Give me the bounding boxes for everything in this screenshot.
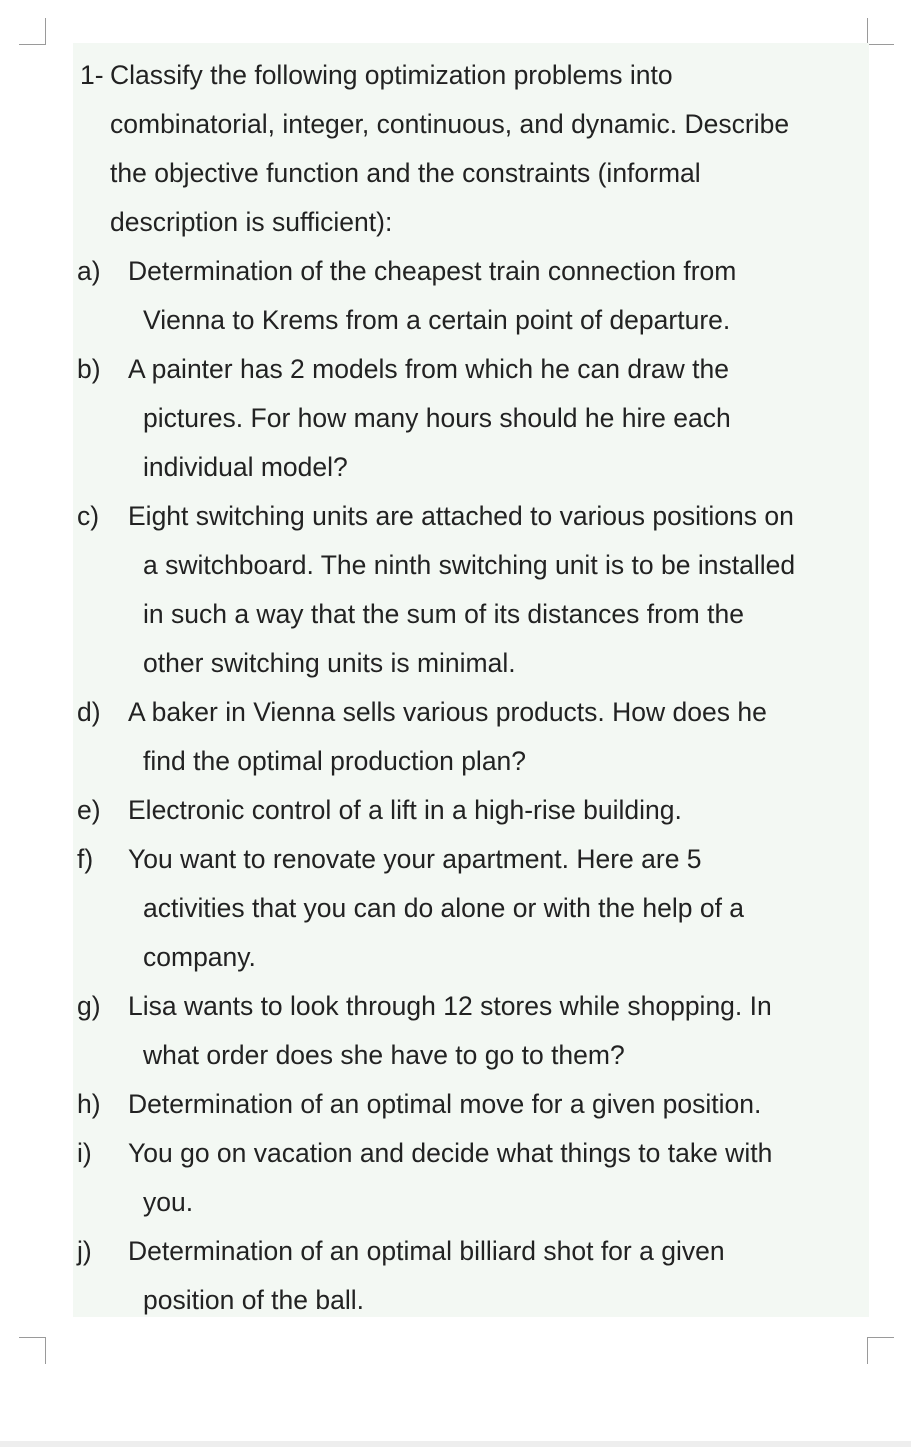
item-b-text: pictures. For how many hours should he hire each xyxy=(143,403,731,433)
item-j-letter: j) xyxy=(77,1236,92,1266)
question-text-line: Classify the following optimization problems into xyxy=(110,60,673,90)
item-c-text: in such a way that the sum of its distances from the xyxy=(143,599,744,629)
item-j-text: position of the ball. xyxy=(143,1285,364,1315)
item-d-letter: d) xyxy=(77,697,101,727)
item-c-text: Eight switching units are attached to various positions on xyxy=(128,501,794,531)
item-i-letter: i) xyxy=(77,1138,92,1168)
item-j-text: Determination of an optimal billiard shot for a given xyxy=(128,1236,725,1266)
item-c-letter: c) xyxy=(77,501,100,531)
item-d-text: find the optimal production plan? xyxy=(143,746,527,776)
item-a-text: Determination of the cheapest train connection from xyxy=(128,256,737,286)
document-page xyxy=(73,43,869,1317)
question-text-line: description is sufficient): xyxy=(110,207,393,237)
item-b-text: A painter has 2 models from which he can draw the xyxy=(128,354,729,384)
item-a-text: Vienna to Krems from a certain point of departure. xyxy=(143,305,731,335)
item-f-letter: f) xyxy=(77,844,94,874)
item-f-text: activities that you can do alone or with the help of a xyxy=(143,893,745,923)
item-e-text: Electronic control of a lift in a high-rise building. xyxy=(128,795,682,825)
item-b-text: individual model? xyxy=(143,452,348,482)
bottom-edge xyxy=(0,1441,911,1447)
item-d-text: A baker in Vienna sells various products. How does he xyxy=(128,697,767,727)
item-h-text: Determination of an optimal move for a given position. xyxy=(128,1089,762,1119)
item-f-text: company. xyxy=(143,942,256,972)
question-text-line: the objective function and the constraints (informal xyxy=(110,158,701,188)
item-h-letter: h) xyxy=(77,1089,101,1119)
question-number: 1- xyxy=(80,60,104,90)
item-g-text: Lisa wants to look through 12 stores while shopping. In xyxy=(128,991,772,1021)
item-g-text: what order does she have to go to them? xyxy=(143,1040,625,1070)
question-text-line: combinatorial, integer, continuous, and dynamic. Describe xyxy=(110,109,790,139)
item-c-text: other switching units is minimal. xyxy=(143,648,516,678)
item-e-letter: e) xyxy=(77,795,101,825)
item-g-letter: g) xyxy=(77,991,101,1021)
crop-mark-top-right xyxy=(867,18,894,45)
crop-mark-bottom-right xyxy=(867,1337,894,1364)
crop-mark-bottom-left xyxy=(19,1337,46,1364)
item-f-text: You want to renovate your apartment. Here are 5 xyxy=(128,844,702,874)
item-b-letter: b) xyxy=(77,354,101,384)
item-i-text: You go on vacation and decide what things to take with xyxy=(128,1138,773,1168)
item-i-text: you. xyxy=(143,1187,194,1217)
item-a-letter: a) xyxy=(77,256,101,286)
crop-mark-top-left xyxy=(19,18,46,45)
item-c-text: a switchboard. The ninth switching unit is to be installed xyxy=(143,550,796,580)
